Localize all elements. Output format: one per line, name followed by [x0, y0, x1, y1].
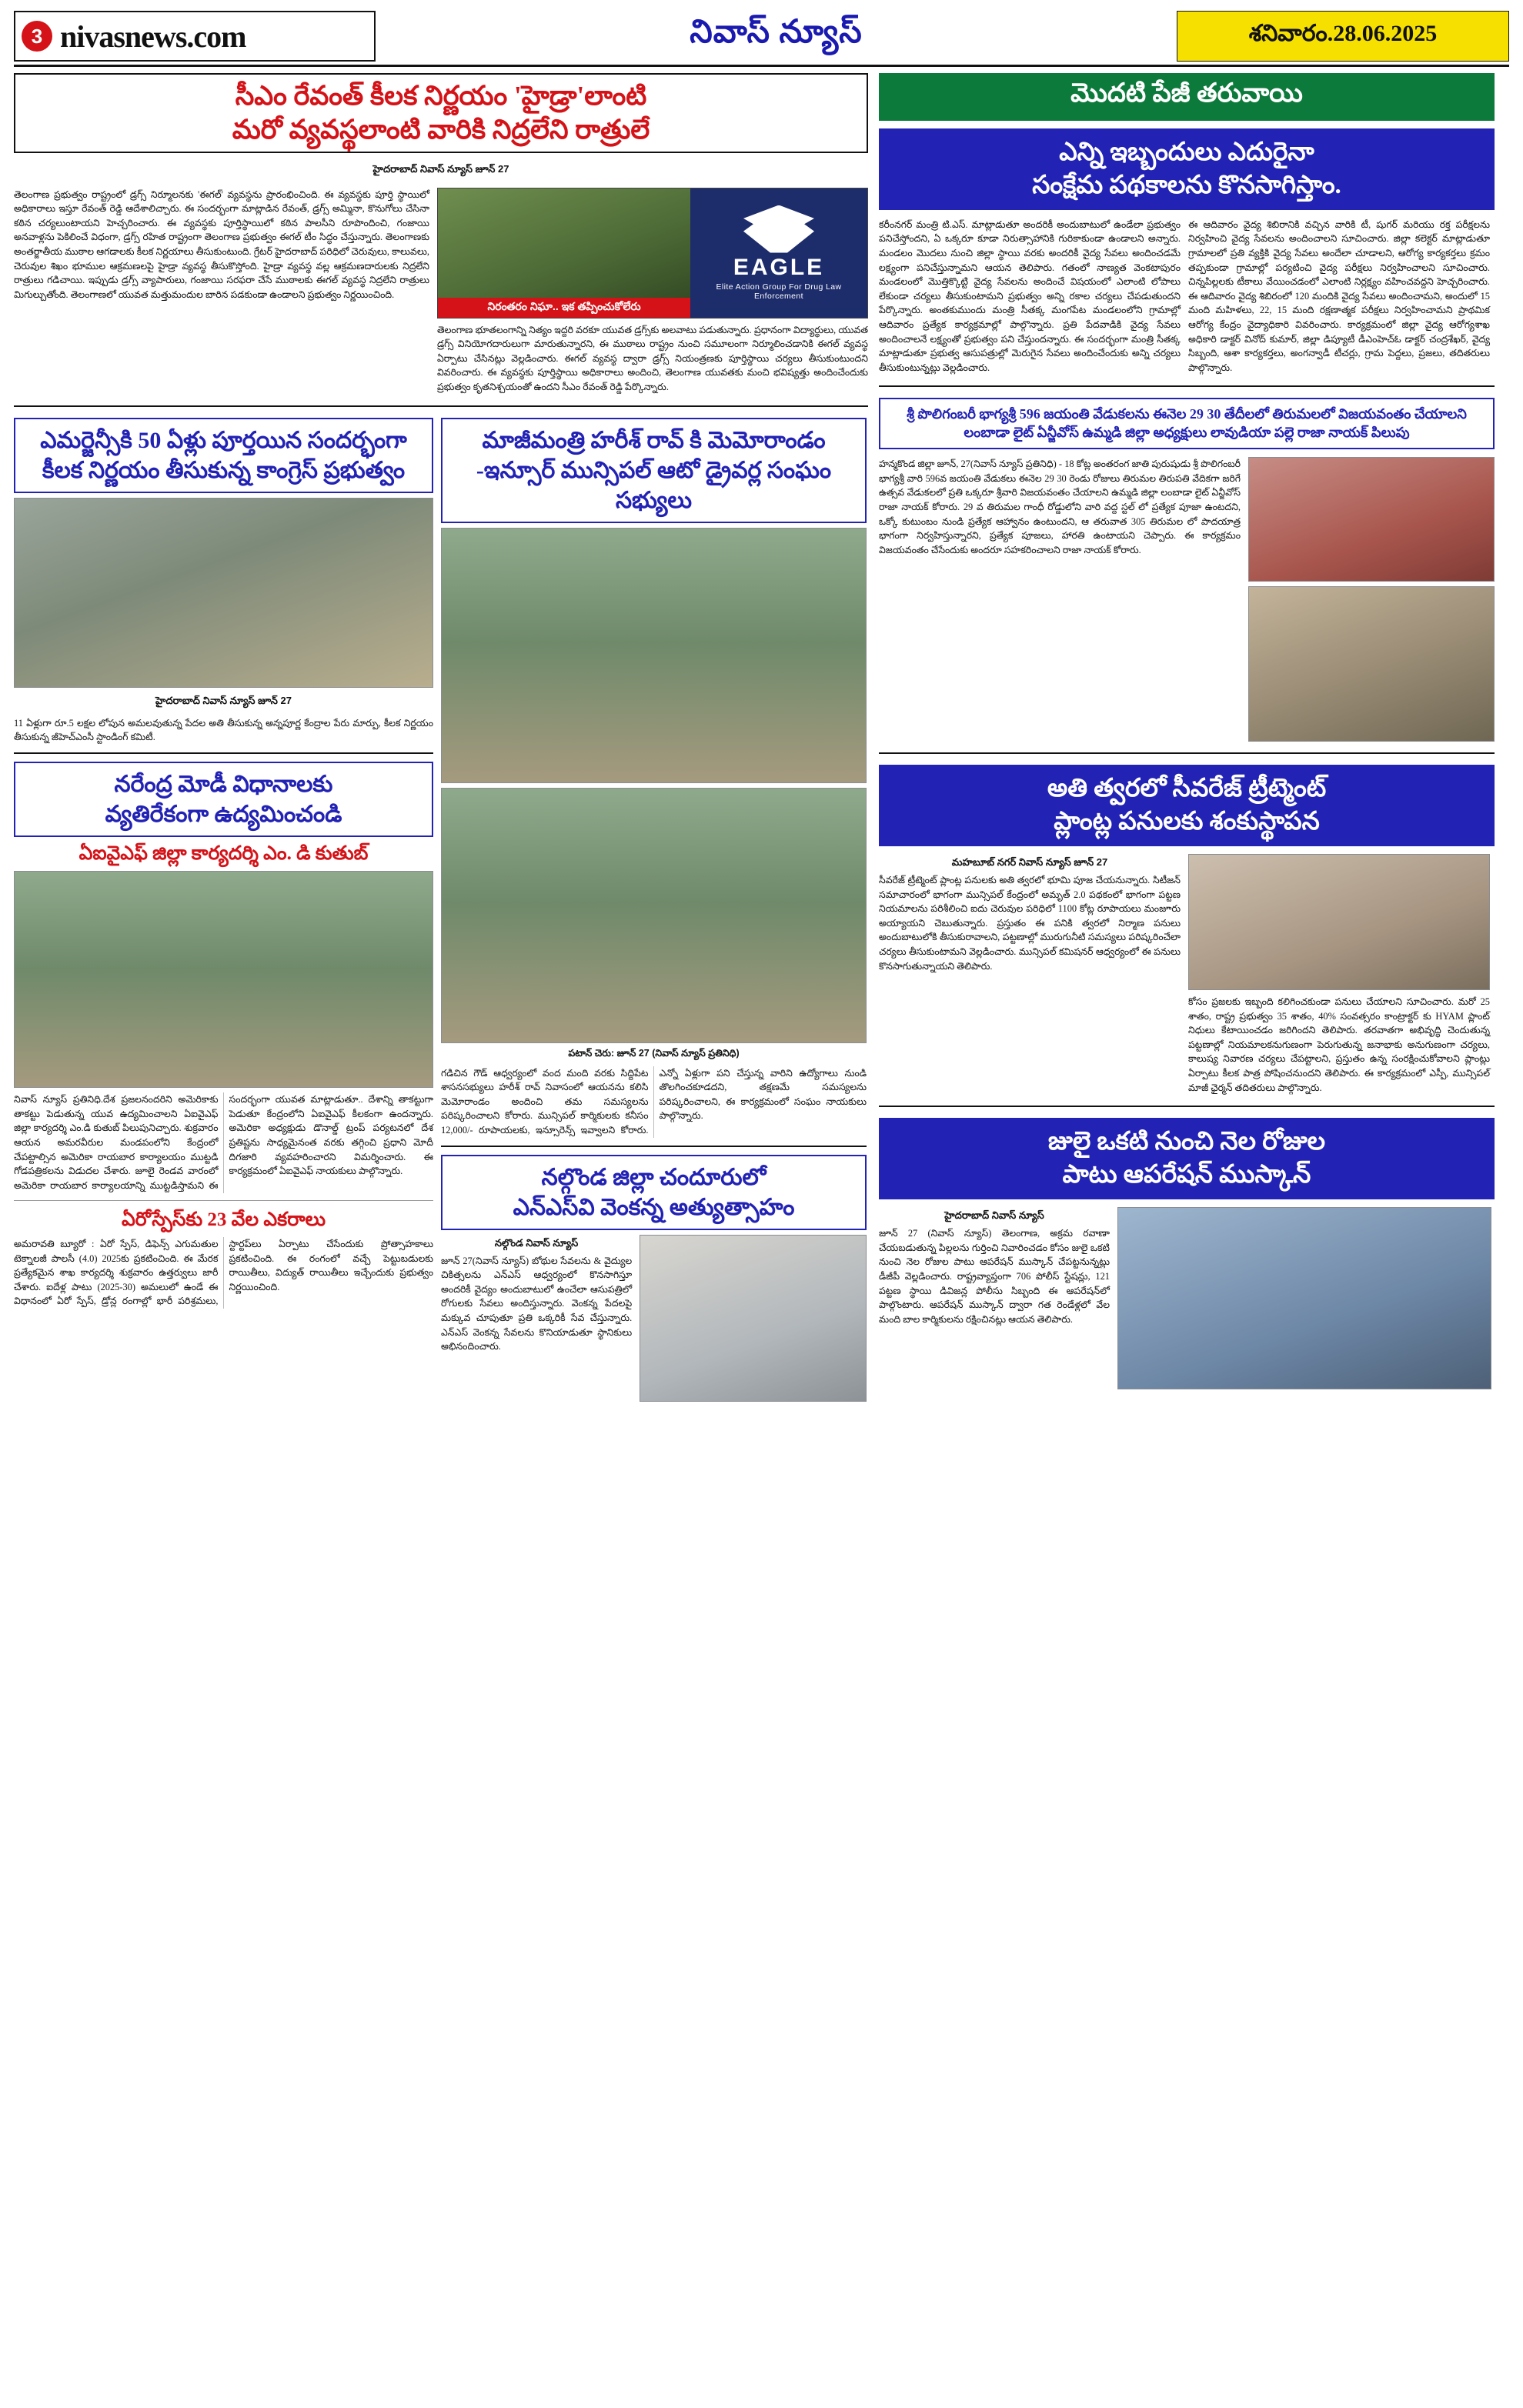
lead-right-stack [437, 188, 868, 395]
right-column [879, 73, 1495, 2373]
story4-headline-line2: -ఇన్సూర్ మున్సిపల్ ఆటో డ్రైవర్ల సంఘం సభ్యులు [476, 457, 832, 513]
story3-sub-body: అమరావతి బ్యూరో : ఏరో స్పేస్, డిఫెన్స్ ఎగుమతుల టెక్నాలజీ పాలసీ (4.0) 2025కు ప్రకటించింది. ఈ మేరక ప్రత్యేకమైన శాఖ కార్యదర్శి శుక్రవారం ఉత్తర్వులు జారీ చేశారు. ఐదేళ్ల పాటు (2025-30) అమలులో ఉండే ఈ విధానంలో ఏరో స్పేస్, డ్రోన్ల రంగాల్లో భారీ పరిశ్రమలు, స్టార్టప్‌లు ఏర్పాటు చేసేందుకు ప్రోత్సాహకాలు ప్రకటించింది. ఈ రంగంలో వచ్చే పెట్టుబడులకు రాయితీలు, విద్యుత్ రాయితీలు ఇచ్చేందుకు ప్రభుత్వం నిర్ణయించింది. [14, 1239, 433, 1307]
harish-rao-meeting-photo [441, 528, 867, 783]
jayanthi-headline-box [879, 398, 1495, 449]
masthead-date-box [1177, 11, 1509, 62]
lead-story-row [14, 188, 868, 395]
lambada-leader-photo [1248, 457, 1495, 582]
eagle-photo [438, 188, 690, 318]
congress-meals-photo [14, 498, 433, 688]
sewage-banner-line2: ప్లాంట్ల పనులకు శంకుస్థాపన [1054, 808, 1320, 836]
eagle-tagline: నిరంతరం నిఘా.. ఇక తప్పించుకోలేరు [438, 298, 690, 318]
top-body-col1: కరీంనగర్ మంత్రి టి.ఎస్. మాట్లాడుతూ అందరికీ అందుబాటులో ఉండేలా ప్రభుత్వం పనిచేస్తోందని, ఏ ఒక్కరూ కూడా నిరుత్సాహానికి గురికాకుండా ఉండాలని అన్నారు. మండలం మొదలు నుంచి జిల్లా స్థాయి వరకు అందరికీ వైద్య సేవలు అందించడమే లక్ష్యంగా పనిచేస్తున్నామని ఆయన తెలిపారు. గతంలో నాణ్యత వెంకటాపురం మండలంలో మొత్తిక్కొట్టి వైద్య సేవలను అందించే విషయంలో ఎలాంటి లోపాలు లేకుండా చర్యలు తీసుకుంటామని ప్రభుత్వం అన్ని రకాల చర్యలు చేపడుతుందని పేర్కొన్నారు. అంతకుముందు మంత్రి సీతక్క మంగపేట మండలంలోని గ్రామాల్లో ఆదివారం ప్రత్యేక కార్యక్రమాల్లో పాల్గొన్నారు. ప్రతి పేదవాడికి వైద్య సేవలు అందించాలనే లక్ష్యంతో ప్రభుత్వం పని చేస్తుందన్నారు. ఈ సందర్భంగా మంత్రి సీతక్క మాట్లాడుతూ ప్రభుత్వ ఆసుపత్రుల్లో మెరుగైన సేవలు అందించేందుకు అన్ని చర్యలు తీసుకుంటున్నట్లు వెల్లడించారు. [879, 218, 1181, 373]
story2-headline-line2: కీలక నిర్ణయం తీసుకున్న కాంగ్రెస్ ప్రభుత్వం [42, 457, 406, 483]
newspaper-title: నివాస్ న్యూస్ [690, 15, 863, 50]
top-banner-line1: ఎన్ని ఇబ్బందులు ఎదురైనా [1059, 138, 1314, 166]
story2-headline-box [14, 418, 433, 493]
lead-body-col2: తెలంగాణ భూతలంగాన్ని నిత్యం ఇద్దరి వరకూ యువత డ్రగ్స్‌కు అలవాటు పడుతున్నారు. ప్రధానంగా విద్యార్థులు, యువత డ్రగ్స్ వినియోగదారులుగా మారుతున్నారని, ఈ ముఠాలు రాష్ట్రం నుంచి సమూలంగా నిర్మూలించడానికి ఈగల్ వ్యవస్థ ఏర్పాటు చేసినట్లు వెల్లడించారు. ఈగల్ వ్యవస్థ ద్వారా డ్రగ్స్ నియంత్రణకు పూర్తిస్థాయి చర్యలు తీసుకుంటుందని వివరించారు. ఈ వ్యవస్థకు పూర్తిస్థాయి అధికారాలు అందించి, తెలంగాణ యువతకు మంచి భవిష్యత్తు అందించేందుకు ప్రభుత్వం కృతనిశ్చయంతో ఉందని సీఎం రేవంత్ రెడ్డి పేర్కొన్నారు. [437, 324, 868, 392]
sewage-body-col1: సీవరేజ్ ట్రీట్మెంట్ ప్లాంట్ల పనులకు అతి త్వరలో భూమి పూజ చేయనున్నారు. సిటీజన్ సమాచారంలో భాగంగా మున్సిపల్ కేంద్రంలో అమృత్ 2.0 పథకంలో భాగంగా పట్టణ నియమాలను పరిశీలించి ఐదు చెరువుల పరిధిలో 1100 కోట్ల రూపాయలు మంజూరు అయ్యాయని చెబుతున్నారు. ప్రస్తుతం ఈ పనికి త్వరలో నిర్మాణ పనులు అందుబాటులోకి తీసుకురావాలని, పట్టణాల్లో మురుగునీటి సమస్యలు పరిష్కరించేలా చర్యలు తీసుకుంటామని వెల్లడించారు. మున్సిపల్ కమిషనర్ ఆధ్వర్యంలో ఈ పనులు కొనసాగుతున్నాయని తెలిపారు. [879, 875, 1181, 972]
website-domain[interactable]: nivasnews.com [60, 18, 246, 54]
publication-date: శనివారం.28.06.2025 [1248, 20, 1438, 46]
divider-4 [441, 1146, 867, 1147]
operation-body: జూన్ 27 (నివాస్ న్యూస్) తెలంగాణ, అక్రమ రవాణా చేయబడుతున్న పిల్లలను గుర్తించి నివారించడం కోసం జులై ఒకటి నుంచి నెల రోజుల పాటు ఆపరేషన్ ముస్కాన్ చేపట్టనున్నట్లు డీజీపీ వెల్లడించారు. రాష్ట్రవ్యాప్తంగా 706 పోలీస్ స్టేషన్లు, 121 పట్టణ స్థాయి డివిజన్ల పోలీసు సిబ్బంది ఈ ఆపరేషన్‌లో పాల్గొంటారు. ఆపరేషన్ ముస్కాన్ ద్వారా గత రెండేళ్లలో వేల మంది బాల కార్మికులను రక్షించినట్లు ఆయన తెలిపారు. [879, 1228, 1110, 1325]
auto-drivers-memorandum-photo [441, 788, 867, 1043]
operation-banner-line2: పాటు ఆపరేషన్ ముస్కాన్ [1062, 1161, 1311, 1189]
operation-banner [879, 1118, 1495, 1199]
police-press-meet-photo [1117, 1207, 1491, 1389]
operation-text-wrap [879, 1207, 1110, 1389]
continued-banner: మొదటి పేజీ తరువాయి [879, 73, 1495, 121]
left-inner-column [14, 418, 433, 1402]
jayanthi-body: హన్మకొండ జిల్లా జూన్, 27(నివాస్ న్యూస్ ప్రతినిధి) - 18 కోట్ల అంతరంగ జాతి పురుషుడు శ్రీ పొలిగంబరీ భాగ్యశ్రీ వారి 596వ జయంతి వేడుకలు ఈనెల 29 30 రెండు రోజులు తిరుమల తిరుపతి వేదికగా జరిగే ఉత్సవ వేడుకలలో ప్రతి ఒక్కరూ శ్రీవారి విజయవంతం చేయాలని ఉమ్మడి జిల్లా లంబాడా లైట్ ఏన్జీవోస్ రాజా నాయక్ కోరారు. 29 వ తిరుమల గాంధీ రోడ్డులోని వారి వద్ద స్టల్ లో ప్రత్యేక పూజా ఉంటదని, ఒక్కో కుటుంబం నుండి ప్రత్యేక ఆహ్వానం ఉంటుందని, ఆ తరువాత 305 తిరుమల లో పాదయాత్ర భాగంగా నిర్వహిస్తున్నారని, ప్రత్యేక పూజలు, హారతి ఉంటాయని చెప్పారు. ఈ కార్యక్రమం విజయవంతం చేసేందుకు అందరూ సహకరించాలని రాజా నాయక్ కోరారు. [879, 459, 1241, 555]
story3-subhead: ఏఐవైఎఫ్ జిల్లా కార్యదర్శి ఎం. డి కుతుబ్ [78, 842, 369, 864]
story4-headline-box [441, 418, 867, 523]
operation-banner-line1: జులై ఒకటి నుంచి నెల రోజుల [1047, 1128, 1326, 1156]
page-columns [14, 73, 1509, 2373]
story4-headline-line1: మాజీమంత్రి హరీశ్ రావ్ కి మెమోరాండం [482, 427, 826, 453]
story4-body: గడిచిన గౌడ్ ఆధ్వర్యంలో వంద మంది వరకు సిద్దిపేట శాసనసభ్యులు హరీశ్ రావ్ నివాసంలో ఆయనను కలిసి మెమోరాండం అందించి తమ సమస్యలను పరిష్కరించాలని కోరారు. మున్సిపల్ కార్మికులకు కనీసం 12,000/- రూపాయలకు, ఇన్సూరెన్స్ ఇవ్వాలని కోరారు. ఎన్నో ఏళ్లుగా పని చేస్తున్న వారిని ఉద్యోగాలు నుండి తొలగించకూడదని, తక్షణమే సమస్యలను పరిష్కరించాలని, ఈ కార్యక్రమంలో సంఘం నాయకులు పాల్గొన్నారు. [441, 1067, 867, 1136]
top-banner-line2: సంక్షేమ పథకాలను కొనసాగిస్తాం. [1032, 171, 1341, 199]
eagle-logo-subtitle: Elite Action Group For Drug Law Enforcement [716, 282, 842, 301]
divider-5 [879, 385, 1495, 387]
divider-3 [14, 1200, 433, 1201]
aiyf-activists-photo [14, 871, 433, 1088]
woman-felicitation-photo [1248, 586, 1495, 742]
story3-body: నివాస్ న్యూస్ ప్రతినిధి.దేశ ప్రజలనందరిని అమెరికాకు తాకట్టు పెడుతున్న యువ ఉద్యమించాలని ఏఐవైఎఫ్ జిల్లా కార్యదర్శి ఎం.డి కుతుబ్ పిలుపునిచ్చారు. శుక్రవారం ఆయన అమరవీరుల మండపంలోని కేంద్రంలో చేపట్టాల్సిన అమెరికా రాయబార కార్యాలయం ముట్టడి గోడపత్రికలను విడుదల చేశారు. జూలై రెండవ వారంలో అమెరికా రాయబార కార్యాలయాన్ని ముట్టడిస్తామని ఈ సందర్భంగా యువత మాట్లాడుతూ.. దేశాన్ని తాకట్టుగా పెడుతూ కేంద్రంలోని ఏఐవైఎఫ్ కీలకంగా ఉందన్నారు. అమెరికా అధ్యక్షుడు డొనాల్డ్ ట్రంప్ పర్యటనలో దేశ ప్రతిష్టను సాధ్యమైనంత వరకు తగ్గించి ప్రధాని మోదీ దిగజారి వ్యవహరించారని విమర్శించారు. ఈ కార్యక్రమంలో ఏఐవైఎఫ్ నాయకులు పాల్గొన్నారు. [14, 1094, 433, 1191]
story5-headline-box [441, 1155, 867, 1230]
sewage-right [1188, 854, 1490, 1095]
left-column [14, 73, 868, 2373]
lead-body-col1: తెలంగాణ ప్రభుత్వం రాష్ట్రంలో డ్రగ్స్ నిర్మూలనకు 'ఈగల్' వ్యవస్థను ప్రారంభించింది. ఈ వ్యవస్థకు పూర్తి స్థాయిలో అధికారాలు ఇస్తూ రేవంత్ రెడ్డి ఆదేశాలిచ్చారు. ఈ సందర్భంగా మాట్లాడిన రేవంత్, డ్రగ్స్ అమ్మినా, కొనుగోలు చేసినా కఠిన చర్యలుంటాయని హెచ్చరించారు. ఈ వ్యవస్థకు పూర్తిస్థాయిలో కఠిన పాలసీని రూపొందించి, గంజాయి అనవాళ్లను పెకిలించే విధంగా, డ్రగ్స్ రహిత రాష్ట్రంగా తెలంగాణ ప్రభుత్వం ఈగల్ టీం సిద్ధం చేస్తున్నారు. తెలంగాణకు అంతర్జాతీయ ముఠాల ఆగడాలకు కీలక నిర్ణయాలు తీసుకుంటుంది. గ్రేటర్ హైదరాబాద్ పరిధిలో చెరువులు, కాలువలు, చెరువుల శిఖం భూముల ఆక్రమణలపై హైడ్రా వ్యవస్థ తీసుకొస్తోంది. హైడ్రా వ్యవస్థ వల్ల ఆక్రమణదారులకు నిద్రలేని రాత్రులు గడిచాయి. ఇప్పుడు డ్రగ్స్ వ్యాపారులు, గంజాయి సరఫరా చేసే ముఠాలకు ఈగల్ వ్యవస్థ నిద్రలేని రాత్రులు మిగుల్చుతోంది. తెలంగాణలో యువత మత్తుమందుల బారిన పడకుండా ఉండాలని ప్రభుత్వం నిర్ణయించింది. [14, 188, 429, 300]
eagle-logo-name: EAGLE [733, 254, 825, 280]
middle-row [14, 418, 868, 1402]
divider-6 [879, 752, 1495, 754]
story5-body: జూన్ 27(నివాస్ న్యూస్) బోథుల సేవలను & వైద్యుల చికిత్సలను ఎన్ఎస్ ఆధ్వర్యంలో కొనసాగిస్తూ అందరికీ వైద్యం అందుబాటులో ఉంచేలా ఆసుపత్రిలో రోగులకు సేవలు అందిస్తున్నారు. వెంకన్న పేదలపై మక్కువ చూపుతూ ప్రతి ఒక్కరికీ సేవ చేస్తున్నారు. ఎన్ఎస్ వెంకన్న సేవలను కొనియాడుతూ స్థానికులు అభినందించారు. [441, 1255, 633, 1352]
eagle-logo-panel [690, 188, 867, 318]
jayanthi-row [879, 457, 1495, 742]
operation-dateline: హైదరాబాద్ నివాస్ న్యూస్ [944, 1209, 1044, 1222]
jayanthi-photos [1248, 457, 1495, 742]
story5-headline-line1: నల్గొండ జిల్లా చందూరులో [541, 1164, 767, 1190]
top-story-body-row [879, 218, 1495, 375]
story3-headline-box [14, 762, 433, 837]
lead-headline-line2: మరో వ్యవస్థలాంటి వారికి నిద్రలేని రాత్రులే [232, 114, 650, 145]
story5-headline-line2: ఎన్ఎస్‌వి వెంకన్న అత్యుత్సాహం [513, 1194, 795, 1220]
lead-body-left [14, 188, 429, 395]
sewage-left [879, 854, 1181, 1095]
page-number-badge: 3 [22, 21, 52, 52]
right-inner-column [441, 418, 867, 1402]
top-story-banner [879, 128, 1495, 210]
lead-dateline: హైదరాబాద్ నివాస్ న్యూస్ జూన్ 27 [372, 162, 509, 175]
story2-headline-line1: ఎమర్జెన్సీకి 50 ఏళ్లు పూర్తయిన సందర్భంగా [40, 427, 407, 453]
sewage-dateline: మహబూబ్ నగర్ నివాస్ న్యూస్ జూన్ 27 [951, 856, 1108, 869]
jayanthi-headline-line2: లంబాడా లైట్ ఏన్జీవోస్ ఉమ్మడి జిల్లా అధ్యక్షులు లావుడియా పల్లె రాజా నాయక్ పిలుపు [964, 424, 1410, 440]
story5-row [441, 1235, 867, 1402]
sewage-meeting-photo [1188, 854, 1490, 990]
divider-1 [14, 405, 868, 407]
story2-dateline: హైదరాబాద్ నివాస్ న్యూస్ జూన్ 27 [155, 694, 292, 706]
masthead-center [376, 11, 1177, 62]
lead-headline-line1: సీఎం రేవంత్ కీలక నిర్ణయం 'హైడ్రా'లాంటి [235, 81, 647, 111]
sewage-banner-line1: అతి త్వరలో సీవరేజ్ ట్రీట్మెంట్ [1047, 775, 1327, 803]
lead-headline-box [14, 73, 868, 153]
story5-text-wrap [441, 1235, 632, 1402]
sewage-banner [879, 765, 1495, 846]
sewage-row [879, 854, 1495, 1095]
story3-sub-headline: ఏరోస్పేస్‌కు 23 వేల ఎకరాలు [121, 1209, 326, 1230]
jayanthi-headline-line1: శ్రీ పొలిగంబరీ భాగ్యశ్రీ 596 జయంతి వేడుకలను ఈనెల 29 30 తేదీలలో తిరుమలలో విజయవంతం చేయాలని [907, 406, 1467, 422]
divider-7 [879, 1106, 1495, 1107]
story3-headline-line2: వ్యతిరేకంగా ఉద్యమించండి [105, 801, 342, 827]
top-body-col2: ఈ ఆదివారం వైద్య శిబిరానికి వచ్చిన వారికి టీ, షుగర్ మరియు రక్త పరీక్షలను నిర్వహించి వైద్య సేవలను అందించాలని సూచించారు. జిల్లా కలెక్టర్ మాట్లాడుతూ గ్రామాలలో ప్రతి వ్యక్తికి వైద్య సేవలు అందేలా చూడాలని, ఆరోగ్య కార్యకర్తలు క్రమం తప్పకుండా గ్రామాల్లో పర్యటించి వైద్య పరీక్షలు నిర్వహించాలని సూచించారు. చిన్నపిల్లలకు టీకాలు వేయించడంలో ఎలాంటి నిర్లక్ష్యం వహించవద్దని హెచ్చరించారు. ఈ ఆదివారం వైద్య శిబిరంలో 120 మందికి వైద్య సేవలు అందించామని, అందులో 15 మంది మహిళలు, 22, 15 మంది రక్షణాత్మక పరీక్షలు నిర్వహించామని ప్రాథమిక ఆరోగ్య కేంద్రం వైద్యాధికారి వివరించారు. కార్యక్రమంలో జిల్లా వైద్య ఆరోగ్యశాఖ అధికారి డాక్టర్ వినోద్ కుమార్, జిల్లా డిప్యూటీ డీఎంహెచ్ఓ డాక్టర్ చంద్రశేఖర్, వైద్య సిబ్బంది, ఆశా కార్యకర్తలు, అంగన్వాడీ టీచర్లు, గ్రామ పెద్దలు, ప్రజలు, తదితరులు పాల్గొన్నారు. [1188, 218, 1490, 373]
masthead [14, 11, 1509, 67]
eagle-advertisement [437, 188, 868, 319]
story5-dateline: నల్గొండ నివాస్ న్యూస్ [494, 1236, 579, 1249]
story2-body: 11 ఏళ్లుగా రూ.5 లక్షల లోపున అమలవుతున్న పేదల అతి తీసుకున్న అన్నపూర్ణ కేంద్రాల పేరు మార్పు, కీలక నిర్ణయం తీసుకున్న జీహెచ్ఎంసీ స్టాండింగ్ కమిటీ. [14, 717, 433, 743]
story3-headline-line1: నరేంద్ర మోడీ విధానాలకు [114, 771, 333, 797]
story4-caption: పటాన్ చెరు: జూన్ 27 (నివాస్ న్యూస్ ప్రతినిధి) [568, 1047, 740, 1059]
hospital-service-photo [640, 1235, 867, 1402]
masthead-left [14, 11, 376, 62]
divider-2 [14, 752, 433, 754]
eagle-bird-icon [743, 205, 814, 253]
sewage-body-col2: కోసం ప్రజలకు ఇబ్బంది కలిగించకుండా పనులు చేయాలని సూచించారు. మరో 25 శాతం, రాష్ట్ర ప్రభుత్వం 35 శాతం, 40% సంవత్సరం కాంట్రాక్టర్ కు HYAM ప్లాంట్ నిధులు కేటాయించడం జరిగిందని తెలిపారు. తరవాతగా అభివృద్ధి చెందుతున్న పట్టణాల్లో నియమాలకనుగుణంగా పెరుగుతున్న జనాభాకు అనుగుణంగా చర్యలు, కాలుష్య నివారణ చర్యలు చేపట్టాలని, ప్రస్తుతం ఉన్న సంరక్షించుకోవాలని ప్లాంట్లు ఏర్పాటు కీలక పాత్ర పోషించనుందని తెలిపారు. ఈ కార్యక్రమంలో ఎస్పీ, మున్సిపల్ మాజీ ఛైర్మన్ తదితరులు పాల్గొన్నారు. [1188, 996, 1490, 1093]
operation-row [879, 1207, 1495, 1389]
